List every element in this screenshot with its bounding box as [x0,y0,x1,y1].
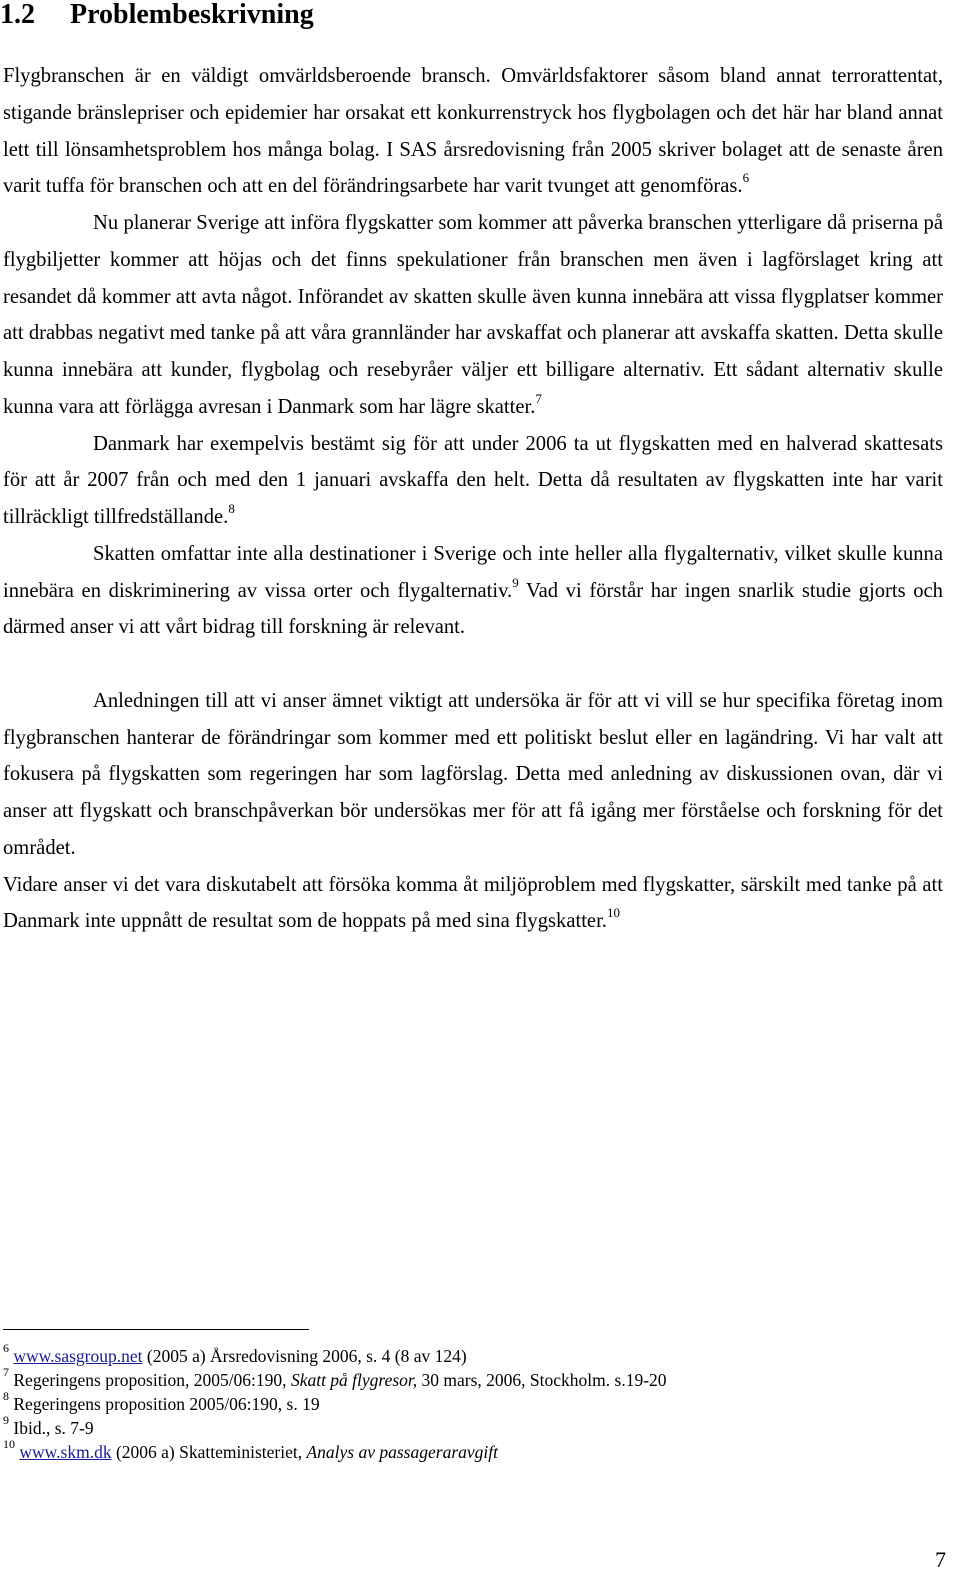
body-text [3,58,943,940]
section-number: 1.2 [0,0,35,30]
footnote-text: Ibid., s. 7-9 [13,1418,94,1438]
section-title: Problembeskrivning [70,0,314,30]
paragraph-text: Danmark har exempelvis bestämt sig för att under 2006 ta ut flygskatten med en halverad skattesats för att år 2007 från och med den 1 januari avskaffa den helt. Detta då resultaten av flygskatten inte har varit tillräckligt tillfredställande. [3,432,943,528]
footnote-text: (2006 a) Skatteministeriet, [111,1442,307,1462]
paragraph-text-continued: Vad vi förstår har ingen snarlik studie gjorts och därmed anser vi att vårt bidrag till forskning är relevant. [3,579,943,639]
footnote-text-continued: 30 mars, 2006, Stockholm. s.19-20 [417,1370,667,1390]
paragraph-2 [3,205,943,426]
footnote-title: Analys av passageraravgift [306,1442,498,1462]
footnote-number: 7 [3,1365,9,1380]
paragraph-text: Anledningen till att vi anser ämnet viktigt att undersöka är för att vi vill se hur specifika företag inom flygbranschen hanterar de förändringar som kommer med ett politiskt beslut eller en lagändring. Vi har valt att fokusera på flygskatten som regeringen har som lagförslag. Detta med anledning av diskussionen ovan, där vi anser att flygskatt och branschpåverkan bör undersökas mer för att få igång mer förståelse och forskning för det området. [3,689,943,859]
footnote-text: Regeringens proposition, 2005/06:190, [13,1370,291,1390]
footnote-title: Skatt på flygresor, [290,1370,418,1390]
footnote-text: Regeringens proposition 2005/06:190, s. 19 [13,1394,320,1414]
footnote-6 [3,1341,943,1368]
footnote-link[interactable]: www.sasgroup.net [13,1346,143,1366]
footnote-number: 8 [3,1389,9,1404]
footnote-link[interactable]: www.skm.dk [19,1442,112,1462]
paragraph-3 [3,426,943,536]
paragraph-text: Nu planerar Sverige att införa flygskatter som kommer att påverka branschen ytterligare då priserna på flygbiljetter kommer att höjas och det finns spekulationer från branschen men även i lagförslaget kring att resandet då kommer att avta något. Införandet av skatten skulle även kunna innebära att vissa flygplatser kommer att drabbas negativt med tanke på att våra grannländer har avskaffat och planerar att avskaffa skatten. Detta skulle kunna innebära att kunder, flygbolag och resebyråer väljer ett billigare alternativ. Ett sådant alternativ skulle kunna vara att förlägga avresan i Danmark som har lägre skatter. [3,212,943,418]
footnote-ref-10[interactable]: 10 [606,905,620,921]
footnote-number: 6 [3,1341,9,1356]
footnote-9 [3,1413,943,1440]
footnote-8 [3,1389,943,1416]
footnote-7 [3,1365,943,1392]
paragraph-6 [3,867,943,941]
footnotes [3,1341,943,1464]
footnote-text: (2005 a) Årsredovisning 2006, s. 4 (8 av 124) [142,1346,467,1366]
paragraph-1 [3,58,943,205]
paragraph-text: Flygbranschen är en väldigt omvärldsberoende bransch. Omvärldsfaktorer såsom bland annat terrorattentat, stigande bränslepriser och epidemier har orsakat ett konkurrenstryck hos flygbolagen och det här har bland annat lett till lönsamhetsproblem hos många bolag. I SAS årsredovisning från 2005 skriver bolaget att de senaste åren varit tuffa för branschen och att en del förändringsarbete har varit tvunget att genomföras. [3,65,943,198]
footnote-10 [3,1437,943,1464]
footnote-separator [3,1329,309,1330]
footnote-number: 9 [3,1413,9,1428]
paragraph-4 [3,536,943,646]
section-heading [0,0,314,30]
footnote-ref-6[interactable]: 6 [742,170,750,186]
footnote-ref-7[interactable]: 7 [535,390,542,406]
footnote-number: 10 [3,1437,15,1452]
footnote-ref-8[interactable]: 8 [228,501,235,517]
paragraph-5 [3,683,943,867]
footnote-ref-9[interactable]: 9 [512,574,519,590]
page-number: 7 [935,1547,946,1572]
paragraph-text: Skatten omfattar inte alla destinationer i Sverige och inte heller alla flygalternativ, vilket skulle kunna innebära en diskriminering av vissa orter och flygalternativ. [3,542,943,602]
paragraph-text: Vidare anser vi det vara diskutabelt att försöka komma åt miljöproblem med flygskatter, särskilt med tanke på att Danmark inte uppnått de resultat som de hoppats på med sina flygskatter. [3,873,943,933]
